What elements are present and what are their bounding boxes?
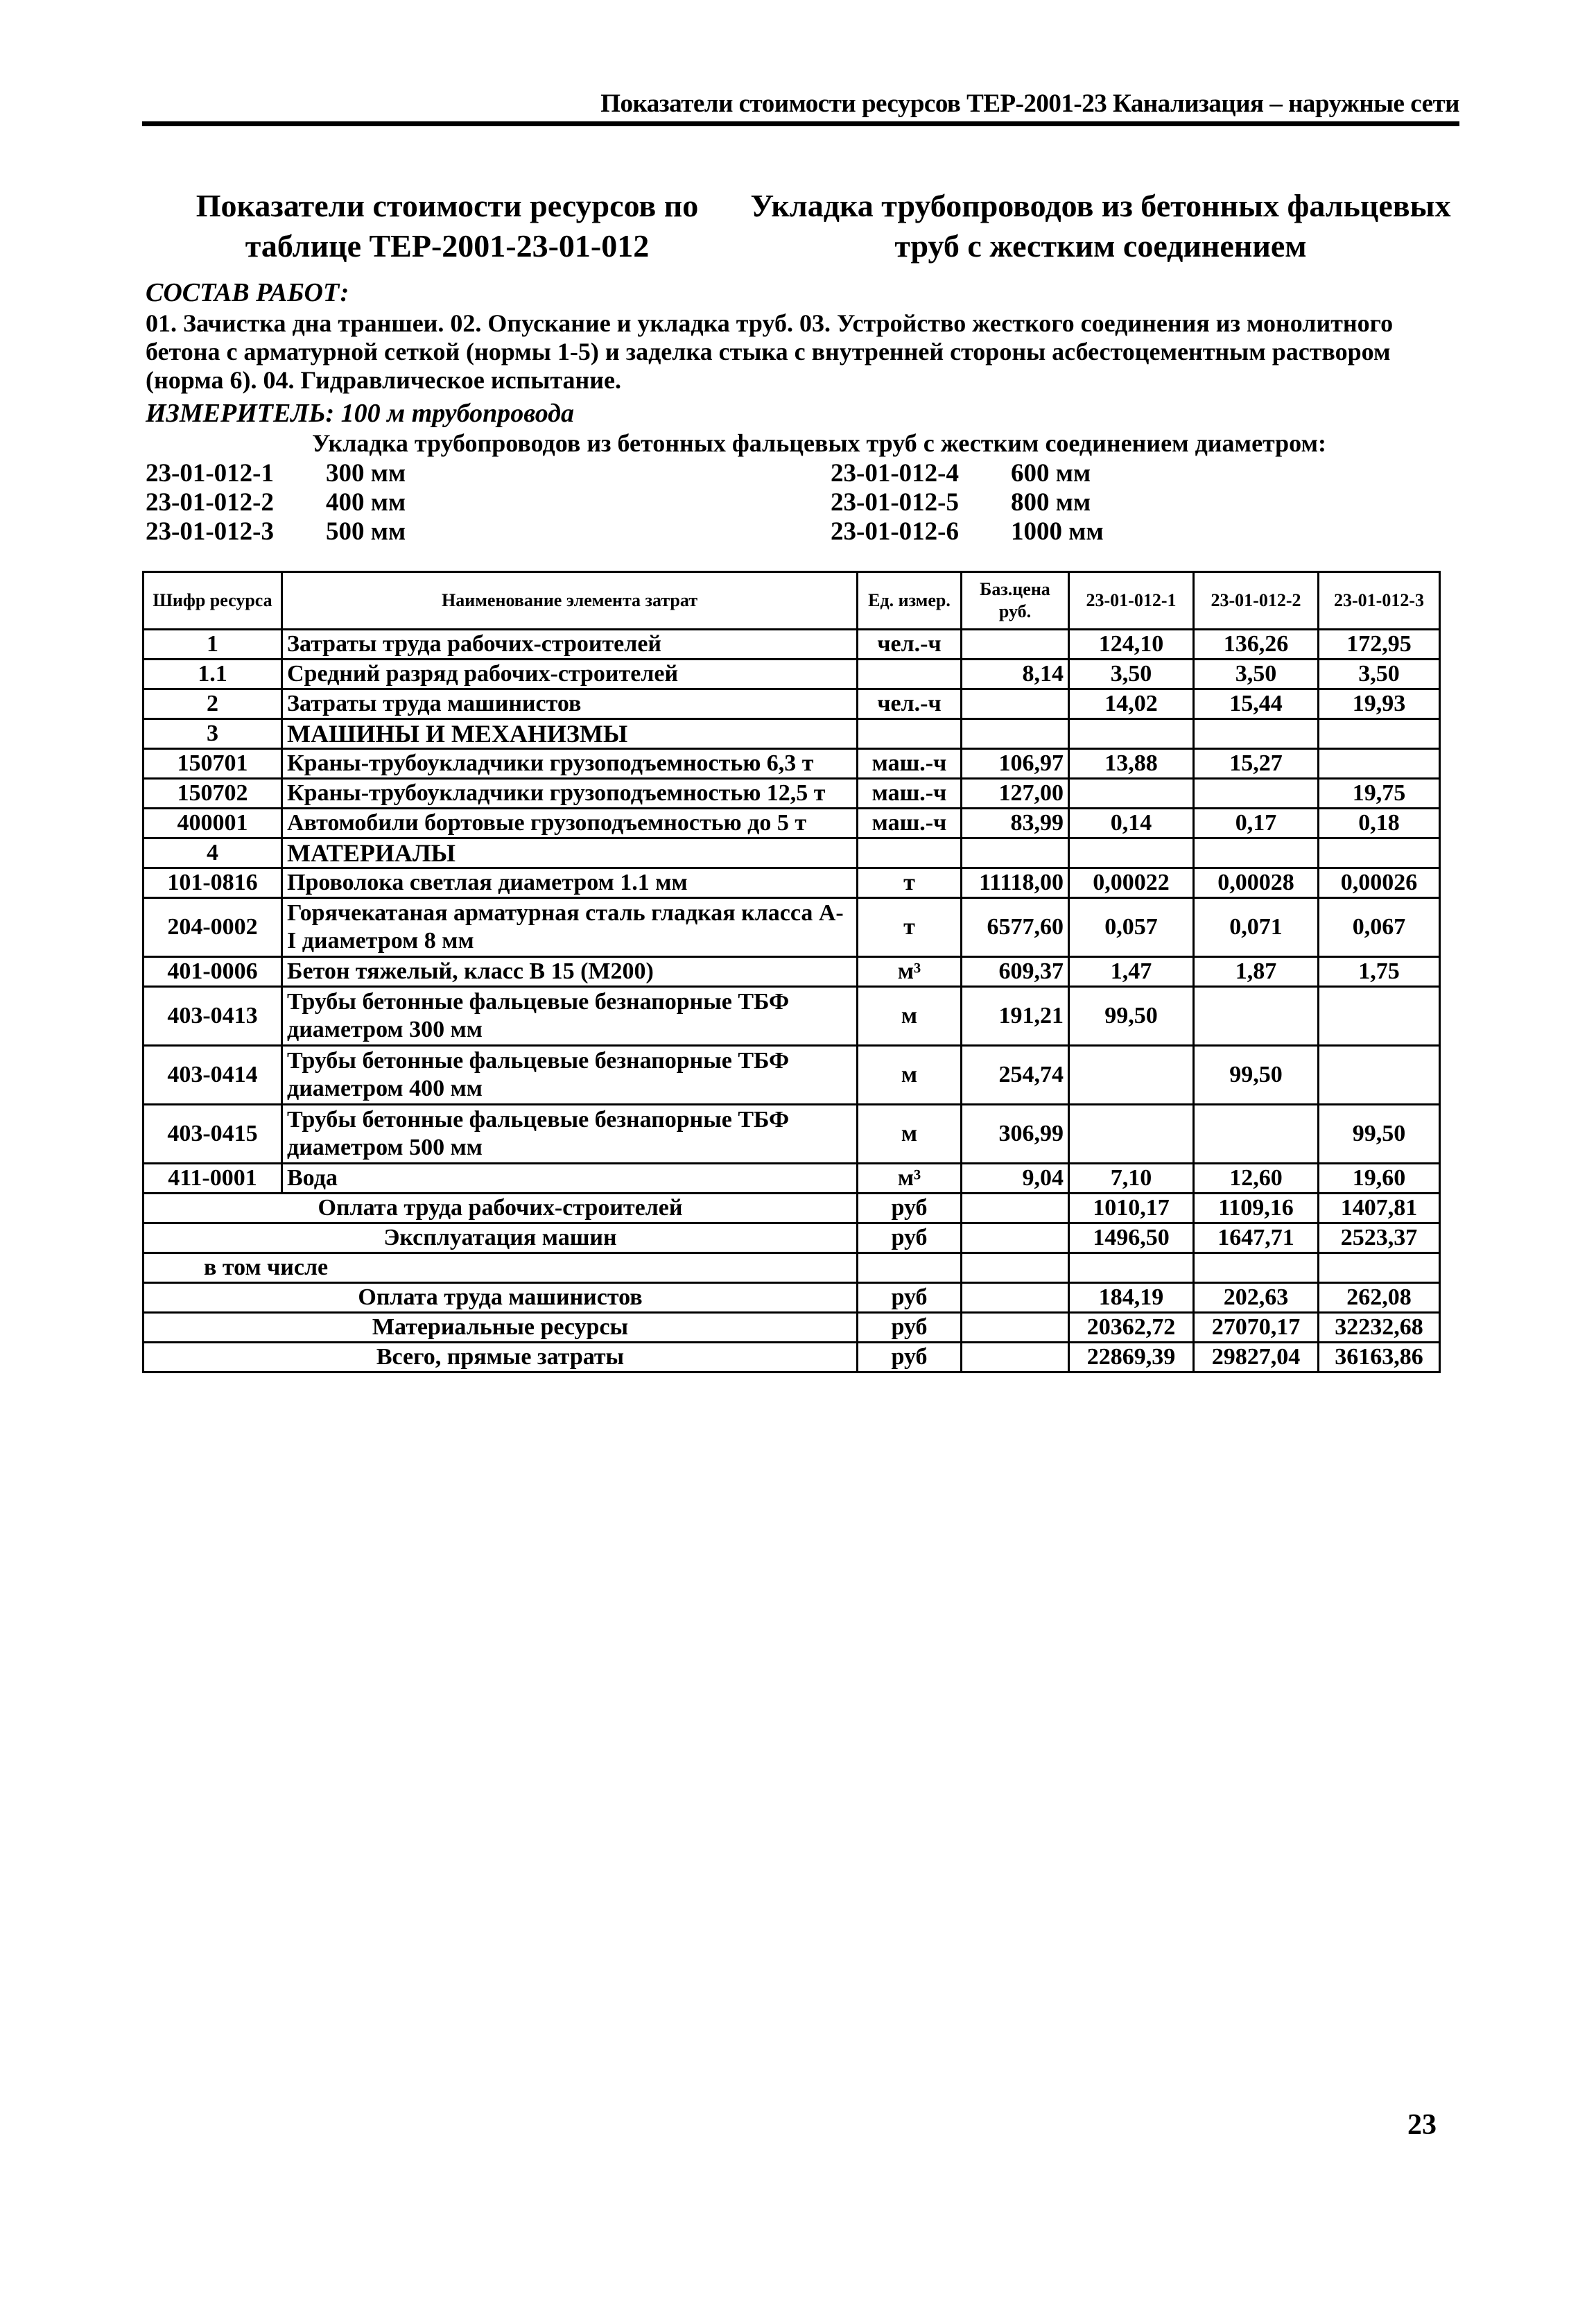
- cell-unit: м: [858, 987, 962, 1046]
- cell-value-1: 124,10: [1069, 630, 1194, 660]
- cell-unit: м: [858, 1046, 962, 1105]
- table-total-row: [144, 1223, 1440, 1253]
- code-list-item: [146, 488, 406, 517]
- cell-value-3: 1,75: [1319, 957, 1440, 987]
- norm-size: 500 мм: [326, 517, 406, 546]
- total-value-1: 1496,50: [1069, 1223, 1194, 1253]
- cell-name: Краны-трубоукладчики грузоподъемностью 12,5 т: [282, 779, 858, 809]
- cell-value-3: 19,75: [1319, 779, 1440, 809]
- header-rule: [142, 121, 1459, 126]
- cell-unit: [858, 719, 962, 749]
- total-value-2: [1194, 1253, 1319, 1283]
- total-value-3: 1407,81: [1319, 1194, 1440, 1223]
- cell-code: 1.1: [144, 660, 282, 689]
- table-total-row: [144, 1313, 1440, 1343]
- cell-value-3: 3,50: [1319, 660, 1440, 689]
- cell-value-2: 0,17: [1194, 809, 1319, 838]
- cell-unit: т: [858, 868, 962, 898]
- cell-value-3: [1319, 1046, 1440, 1105]
- total-value-2: 27070,17: [1194, 1313, 1319, 1343]
- cell-code: 1: [144, 630, 282, 660]
- cell-value-2: [1194, 1105, 1319, 1164]
- norm-code: 23-01-012-6: [831, 517, 959, 546]
- total-unit: руб: [858, 1223, 962, 1253]
- norm-code: 23-01-012-4: [831, 459, 959, 488]
- cell-name: Трубы бетонные фальцевые безнапорные ТБФ диаметром 300 мм: [282, 987, 858, 1046]
- total-value-3: 262,08: [1319, 1283, 1440, 1313]
- cell-unit: маш.-ч: [858, 749, 962, 779]
- code-list-item: [146, 459, 406, 488]
- cell-unit: т: [858, 898, 962, 957]
- cell-price: 254,74: [962, 1046, 1069, 1105]
- table-row: [144, 1164, 1440, 1194]
- total-label: Всего, прямые затраты: [144, 1343, 858, 1372]
- cell-value-2: 12,60: [1194, 1164, 1319, 1194]
- cell-price: 11118,00: [962, 868, 1069, 898]
- cell-value-1: [1069, 719, 1194, 749]
- table-row: [144, 779, 1440, 809]
- cell-code: 2: [144, 689, 282, 719]
- table-section-row: [144, 838, 1440, 868]
- cell-value-2: [1194, 987, 1319, 1046]
- cell-name: Средний разряд рабочих-строителей: [282, 660, 858, 689]
- cell-code: 401-0006: [144, 957, 282, 987]
- header-norm-2: 23-01-012-2: [1194, 572, 1319, 630]
- cell-name: Трубы бетонные фальцевые безнапорные ТБФ диаметром 500 мм: [282, 1105, 858, 1164]
- page-subtitle: Укладка трубопроводов из бетонных фальцевых труб с жестким соединением: [750, 188, 1451, 264]
- total-unit: руб: [858, 1343, 962, 1372]
- code-list-item: [146, 517, 406, 546]
- norm-size: 1000 мм: [1011, 517, 1104, 546]
- cell-value-2: 1,87: [1194, 957, 1319, 987]
- cell-unit: чел.-ч: [858, 689, 962, 719]
- table-total-row: [144, 1343, 1440, 1372]
- code-list-item: [831, 488, 1104, 517]
- total-value-3: 2523,37: [1319, 1223, 1440, 1253]
- cell-name: Трубы бетонные фальцевые безнапорные ТБФ диаметром 400 мм: [282, 1046, 858, 1105]
- cell-code: 101-0816: [144, 868, 282, 898]
- cell-name: Вода: [282, 1164, 858, 1194]
- header-norm-3: 23-01-012-3: [1319, 572, 1440, 630]
- cell-value-1: 0,057: [1069, 898, 1194, 957]
- total-label: в том числе: [144, 1253, 858, 1283]
- cell-value-2: [1194, 838, 1319, 868]
- header-unit: Ед. измер.: [858, 572, 962, 630]
- cell-value-3: 0,18: [1319, 809, 1440, 838]
- cell-price: [962, 719, 1069, 749]
- total-label: Эксплуатация машин: [144, 1223, 858, 1253]
- norm-code: 23-01-012-3: [146, 517, 274, 546]
- total-value-3: 36163,86: [1319, 1343, 1440, 1372]
- norm-code: 23-01-012-1: [146, 459, 274, 488]
- norm-size: 300 мм: [326, 459, 406, 488]
- cell-value-3: 19,93: [1319, 689, 1440, 719]
- cell-value-3: 0,067: [1319, 898, 1440, 957]
- table-row: [144, 809, 1440, 838]
- total-value-1: [1069, 1253, 1194, 1283]
- cell-name: Горячекатаная арматурная сталь гладкая класса А-I диаметром 8 мм: [282, 898, 858, 957]
- cell-value-1: 13,88: [1069, 749, 1194, 779]
- table-row: [144, 630, 1440, 660]
- table-row: [144, 957, 1440, 987]
- cell-price: [962, 838, 1069, 868]
- cell-code: 403-0413: [144, 987, 282, 1046]
- cell-price: 6577,60: [962, 898, 1069, 957]
- cell-value-1: 3,50: [1069, 660, 1194, 689]
- cell-unit: м: [858, 1105, 962, 1164]
- norm-size: 600 мм: [1011, 459, 1091, 488]
- header-code: Шифр ресурса: [144, 572, 282, 630]
- cell-value-1: [1069, 779, 1194, 809]
- header-norm-1: 23-01-012-1: [1069, 572, 1194, 630]
- cell-value-1: 0,00022: [1069, 868, 1194, 898]
- total-value-3: 32232,68: [1319, 1313, 1440, 1343]
- norm-code: 23-01-012-2: [146, 488, 274, 517]
- table-row: [144, 689, 1440, 719]
- cell-code: 150701: [144, 749, 282, 779]
- cell-price: 609,37: [962, 957, 1069, 987]
- cell-value-2: 15,44: [1194, 689, 1319, 719]
- total-label: Оплата труда рабочих-строителей: [144, 1194, 858, 1223]
- total-value-2: 1647,71: [1194, 1223, 1319, 1253]
- cell-price: 106,97: [962, 749, 1069, 779]
- table-total-row: [144, 1283, 1440, 1313]
- table-header-row: [144, 572, 1440, 630]
- section-title: МАТЕРИАЛЫ: [282, 838, 858, 868]
- cell-value-1: [1069, 838, 1194, 868]
- resource-cost-table: [142, 571, 1441, 1373]
- diameter-intro: Укладка трубопроводов из бетонных фальцевых труб с жестким соединением диаметром:: [312, 429, 1327, 457]
- total-unit: [858, 1253, 962, 1283]
- code-list-right: [831, 459, 1104, 546]
- total-value-1: 184,19: [1069, 1283, 1194, 1313]
- cell-name: Бетон тяжелый, класс В 15 (М200): [282, 957, 858, 987]
- cell-unit: [858, 660, 962, 689]
- measure-unit: ИЗМЕРИТЕЛЬ: 100 м трубопровода: [146, 399, 575, 428]
- cell-value-3: 172,95: [1319, 630, 1440, 660]
- section-title: МАШИНЫ И МЕХАНИЗМЫ: [282, 719, 858, 749]
- page-title: Показатели стоимости ресурсов по таблице ТЕР-2001-23-01-012: [196, 188, 699, 264]
- cell-code: 204-0002: [144, 898, 282, 957]
- code-list-item: [831, 459, 1104, 488]
- cell-name: Затраты труда рабочих-строителей: [282, 630, 858, 660]
- work-composition-heading: СОСТАВ РАБОТ:: [146, 278, 349, 307]
- total-value-2: 1109,16: [1194, 1194, 1319, 1223]
- cell-value-2: 15,27: [1194, 749, 1319, 779]
- total-value-2: 29827,04: [1194, 1343, 1319, 1372]
- total-value-2: 202,63: [1194, 1283, 1319, 1313]
- total-unit: руб: [858, 1313, 962, 1343]
- cell-unit: [858, 838, 962, 868]
- cell-price: [962, 630, 1069, 660]
- cell-value-2: 99,50: [1194, 1046, 1319, 1105]
- cell-name: Затраты труда машинистов: [282, 689, 858, 719]
- cell-price: 9,04: [962, 1164, 1069, 1194]
- total-value-1: 20362,72: [1069, 1313, 1194, 1343]
- header-price: Баз.цена руб.: [962, 572, 1069, 630]
- cell-value-3: 0,00026: [1319, 868, 1440, 898]
- total-value-3: [1319, 1253, 1440, 1283]
- cell-value-3: [1319, 838, 1440, 868]
- total-label: Оплата труда машинистов: [144, 1283, 858, 1313]
- cell-name: Краны-трубоукладчики грузоподъемностью 6,3 т: [282, 749, 858, 779]
- norm-size: 400 мм: [326, 488, 406, 517]
- table-total-row: [144, 1253, 1440, 1283]
- cell-value-1: 1,47: [1069, 957, 1194, 987]
- total-label: Материальные ресурсы: [144, 1313, 858, 1343]
- cell-name: Автомобили бортовые грузоподъемностью до 5 т: [282, 809, 858, 838]
- cell-price: 191,21: [962, 987, 1069, 1046]
- cell-code: 150702: [144, 779, 282, 809]
- cell-code: 403-0414: [144, 1046, 282, 1105]
- cell-price: 8,14: [962, 660, 1069, 689]
- cell-value-3: [1319, 719, 1440, 749]
- header-name: Наименование элемента затрат: [282, 572, 858, 630]
- cell-price: 306,99: [962, 1105, 1069, 1164]
- table-row: [144, 987, 1440, 1046]
- cell-code: 403-0415: [144, 1105, 282, 1164]
- total-unit: руб: [858, 1283, 962, 1313]
- table-section-row: [144, 719, 1440, 749]
- cell-value-3: [1319, 749, 1440, 779]
- cell-value-1: 14,02: [1069, 689, 1194, 719]
- cell-price: [962, 689, 1069, 719]
- total-value-1: 22869,39: [1069, 1343, 1194, 1372]
- cell-value-3: [1319, 987, 1440, 1046]
- table-row: [144, 868, 1440, 898]
- cell-value-1: 7,10: [1069, 1164, 1194, 1194]
- cell-value-1: 0,14: [1069, 809, 1194, 838]
- cell-value-2: 0,00028: [1194, 868, 1319, 898]
- cell-unit: чел.-ч: [858, 630, 962, 660]
- cell-price: 83,99: [962, 809, 1069, 838]
- work-composition-text: 01. Зачистка дна траншеи. 02. Опускание и укладка труб. 03. Устройство жесткого соединения из монолитного бетона с арматурной сеткой (нормы 1-5) и заделка стыка с внутренней стороны асбестоцементным раствором (норма 6). 04. Гидравлическое испытание.: [146, 309, 1394, 394]
- table-row: [144, 898, 1440, 957]
- cell-value-2: [1194, 719, 1319, 749]
- cell-price: 127,00: [962, 779, 1069, 809]
- total-unit: руб: [858, 1194, 962, 1223]
- cell-unit: м³: [858, 1164, 962, 1194]
- code-list-left: [146, 459, 406, 546]
- cell-value-3: 99,50: [1319, 1105, 1440, 1164]
- table-row: [144, 749, 1440, 779]
- table-total-row: [144, 1194, 1440, 1223]
- cell-value-2: 0,071: [1194, 898, 1319, 957]
- cell-code: 4: [144, 838, 282, 868]
- cell-value-2: 3,50: [1194, 660, 1319, 689]
- cell-unit: маш.-ч: [858, 779, 962, 809]
- cell-value-1: 99,50: [1069, 987, 1194, 1046]
- table-row: [144, 660, 1440, 689]
- cell-value-2: 136,26: [1194, 630, 1319, 660]
- table-row: [144, 1046, 1440, 1105]
- cell-code: 3: [144, 719, 282, 749]
- cell-value-1: [1069, 1046, 1194, 1105]
- cell-code: 400001: [144, 809, 282, 838]
- code-list-item: [831, 517, 1104, 546]
- norm-code: 23-01-012-5: [831, 488, 959, 517]
- cell-value-3: 19,60: [1319, 1164, 1440, 1194]
- running-header: Показатели стоимости ресурсов ТЕР-2001-23 Канализация – наружные сети: [600, 89, 1459, 118]
- total-value-1: 1010,17: [1069, 1194, 1194, 1223]
- cell-code: 411-0001: [144, 1164, 282, 1194]
- norm-size: 800 мм: [1011, 488, 1091, 517]
- cell-value-1: [1069, 1105, 1194, 1164]
- cell-value-2: [1194, 779, 1319, 809]
- cell-unit: маш.-ч: [858, 809, 962, 838]
- table-row: [144, 1105, 1440, 1164]
- page-number: 23: [1407, 2109, 1437, 2141]
- cell-name: Проволока светлая диаметром 1.1 мм: [282, 868, 858, 898]
- cell-unit: м³: [858, 957, 962, 987]
